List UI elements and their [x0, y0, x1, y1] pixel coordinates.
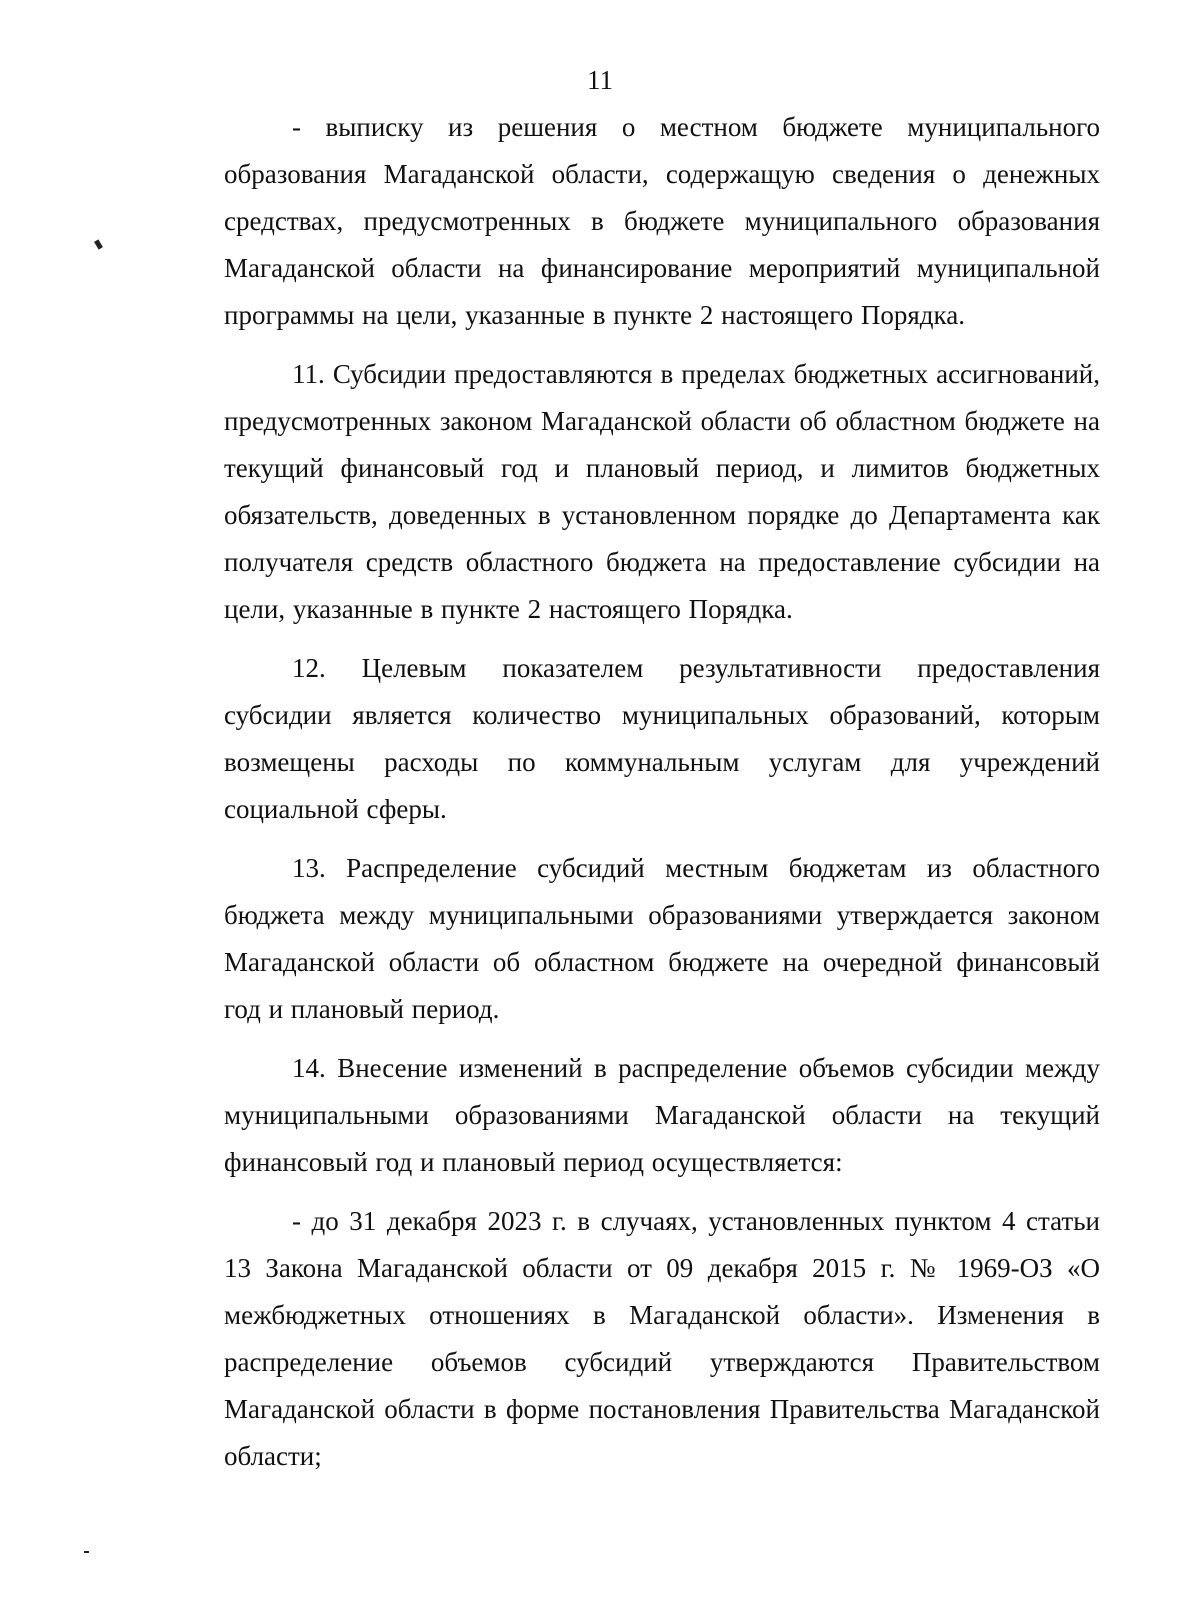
- paragraph-extract-item: - выписку из решения о местном бюджете муниципального образования Магаданской области, содержащую сведения о денежных средствах, предусмотренных в бюджете муниципального образования Магаданской области на финансирование мероприятий муниципальной программы на цели, указанные в пункте 2 настоящего Порядка.: [224, 112, 1100, 330]
- paragraph-14: 14. Внесение изменений в распределение объемов субсидии между муниципальными образованиями Магаданской области на текущий финансовый год и плановый период осуществляется:: [224, 1053, 1100, 1177]
- paragraph-11: 11. Субсидии предоставляются в пределах бюджетных ассигнований, предусмотренных законом Магаданской области об областном бюджете на текущий финансовый год и плановый период, и лимитов бюджетных обязательств, доведенных в установленном порядке до Департамента как получателя средств областного бюджета на предоставление субсидии на цели, указанные в пункте 2 настоящего Порядка.: [224, 359, 1100, 624]
- scan-speck: [94, 239, 103, 249]
- scan-speck: [84, 1551, 89, 1553]
- document-body: [224, 104, 1100, 1492]
- page-number: 11: [587, 65, 613, 95]
- paragraph-13: 13. Распределение субсидий местным бюджетам из областного бюджета между муниципальными образованиями утверждается законом Магаданской области об областном бюджете на очередной финансовый год и плановый период.: [224, 853, 1100, 1024]
- paragraph-12: 12. Целевым показателем результативности предоставления субсидии является количество муниципальных образований, которым возмещены расходы по коммунальным услугам для учреждений социальной сферы.: [224, 653, 1100, 824]
- paragraph-14-item: - до 31 декабря 2023 г. в случаях, установленных пунктом 4 статьи 13 Закона Магаданской области от 09 декабря 2015 г. № 1969-ОЗ «О межбюджетных отношениях в Магаданской области». Изменения в распределение объемов субсидий утверждаются Правительством Магаданской области в форме постановления Правительства Магаданской области;: [224, 1206, 1100, 1471]
